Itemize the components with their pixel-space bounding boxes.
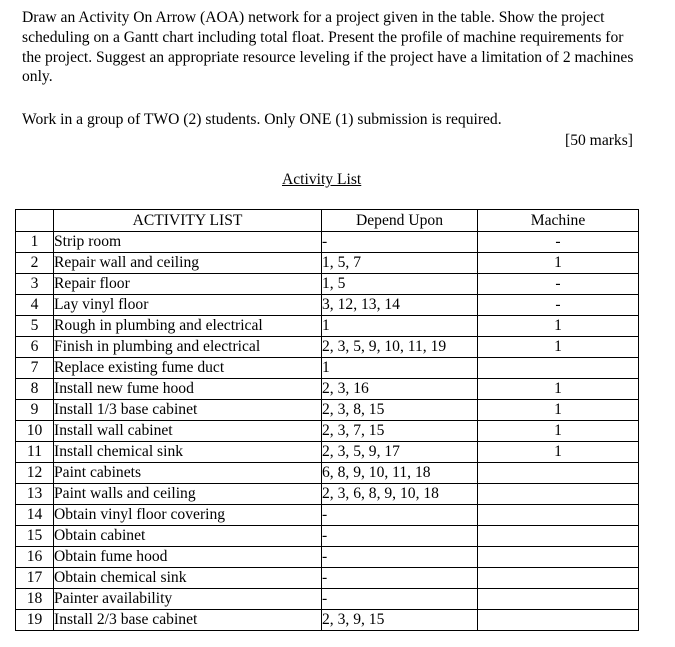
table-row: [16, 610, 639, 631]
header-machine: Machine: [478, 210, 639, 232]
table-row: [16, 232, 639, 253]
table-row: [16, 316, 639, 337]
activity-number: 9: [16, 400, 54, 421]
activity-name: Painter availability: [54, 589, 322, 610]
machine-count: 1: [478, 442, 639, 463]
activity-number: 16: [16, 547, 54, 568]
depends-upon: 2, 3, 9, 15: [322, 610, 478, 631]
depends-upon: -: [322, 589, 478, 610]
machine-count: [478, 568, 639, 589]
table-row: [16, 526, 639, 547]
machine-count: [478, 589, 639, 610]
machine-count: -: [478, 232, 639, 253]
machine-count: [478, 547, 639, 568]
table-row: [16, 274, 639, 295]
machine-count: 1: [478, 400, 639, 421]
machine-count: 1: [478, 421, 639, 442]
activity-number: 4: [16, 295, 54, 316]
activity-name: Strip room: [54, 232, 322, 253]
machine-count: [478, 505, 639, 526]
activity-name: Lay vinyl floor: [54, 295, 322, 316]
activity-number: 19: [16, 610, 54, 631]
header-number: [16, 210, 54, 232]
depends-upon: -: [322, 232, 478, 253]
activity-number: 10: [16, 421, 54, 442]
depends-upon: 3, 12, 13, 14: [322, 295, 478, 316]
activity-table: [15, 209, 639, 631]
table-row: [16, 337, 639, 358]
activity-name: Finish in plumbing and electrical: [54, 337, 322, 358]
table-caption: Activity List: [282, 171, 362, 188]
header-depend: Depend Upon: [322, 210, 478, 232]
depends-upon: -: [322, 526, 478, 547]
activity-number: 11: [16, 442, 54, 463]
activity-number: 8: [16, 379, 54, 400]
machine-count: [478, 463, 639, 484]
activity-number: 13: [16, 484, 54, 505]
activity-name: Install 1/3 base cabinet: [54, 400, 322, 421]
table-row: [16, 484, 639, 505]
depends-upon: 1, 5: [322, 274, 478, 295]
activity-number: 7: [16, 358, 54, 379]
machine-count: -: [478, 295, 639, 316]
activity-number: 18: [16, 589, 54, 610]
table-row: [16, 568, 639, 589]
activity-name: Paint walls and ceiling: [54, 484, 322, 505]
table-header-row: [16, 210, 639, 232]
depends-upon: 2, 3, 16: [322, 379, 478, 400]
depends-upon: -: [322, 505, 478, 526]
activity-number: 6: [16, 337, 54, 358]
activity-name: Replace existing fume duct: [54, 358, 322, 379]
activity-name: Obtain vinyl floor covering: [54, 505, 322, 526]
activity-name: Paint cabinets: [54, 463, 322, 484]
depends-upon: 2, 3, 5, 9, 17: [322, 442, 478, 463]
activity-name: Install new fume hood: [54, 379, 322, 400]
table-row: [16, 505, 639, 526]
table-row: [16, 463, 639, 484]
table-row: [16, 547, 639, 568]
machine-count: -: [478, 274, 639, 295]
table-row: [16, 442, 639, 463]
table-row: [16, 358, 639, 379]
activity-name: Install 2/3 base cabinet: [54, 610, 322, 631]
activity-number: 3: [16, 274, 54, 295]
activity-number: 5: [16, 316, 54, 337]
depends-upon: -: [322, 568, 478, 589]
machine-count: [478, 526, 639, 547]
activity-name: Obtain chemical sink: [54, 568, 322, 589]
depends-upon: -: [322, 547, 478, 568]
task-instructions: [22, 8, 637, 87]
depends-upon: 2, 3, 7, 15: [322, 421, 478, 442]
activity-number: 17: [16, 568, 54, 589]
activity-name: Repair wall and ceiling: [54, 253, 322, 274]
machine-count: [478, 484, 639, 505]
depends-upon: 2, 3, 8, 15: [322, 400, 478, 421]
table-row: [16, 589, 639, 610]
machine-count: 1: [478, 379, 639, 400]
table-row: [16, 379, 639, 400]
table-row: [16, 400, 639, 421]
activity-name: Obtain cabinet: [54, 526, 322, 547]
depends-upon: 6, 8, 9, 10, 11, 18: [322, 463, 478, 484]
machine-count: [478, 358, 639, 379]
activity-name: Repair floor: [54, 274, 322, 295]
group-note: Work in a group of TWO (2) students. Only ONE (1) submission is required.: [22, 111, 502, 128]
machine-count: 1: [478, 253, 639, 274]
machine-count: 1: [478, 316, 639, 337]
activity-name: Rough in plumbing and electrical: [54, 316, 322, 337]
machine-count: [478, 610, 639, 631]
activity-name: Install wall cabinet: [54, 421, 322, 442]
activity-name: Obtain fume hood: [54, 547, 322, 568]
machine-count: 1: [478, 337, 639, 358]
depends-upon: 2, 3, 6, 8, 9, 10, 18: [322, 484, 478, 505]
activity-name: Install chemical sink: [54, 442, 322, 463]
table-row: [16, 421, 639, 442]
depends-upon: 1: [322, 358, 478, 379]
marks-label: [50 marks]: [565, 132, 633, 149]
activity-number: 1: [16, 232, 54, 253]
depends-upon: 1: [322, 316, 478, 337]
task-text: Draw an Activity On Arrow (AOA) network for a project given in the table. Show the project scheduling on a Gantt chart including total float. Present the profile of machine requirements for the project. Suggest an appropriate resource leveling if the project have a limitation of 2 machines only.: [22, 9, 634, 86]
depends-upon: 1, 5, 7: [322, 253, 478, 274]
activity-number: 14: [16, 505, 54, 526]
activity-number: 15: [16, 526, 54, 547]
table-row: [16, 295, 639, 316]
header-activity: ACTIVITY LIST: [54, 210, 322, 232]
activity-number: 2: [16, 253, 54, 274]
activity-number: 12: [16, 463, 54, 484]
depends-upon: 2, 3, 5, 9, 10, 11, 19: [322, 337, 478, 358]
table-row: [16, 253, 639, 274]
